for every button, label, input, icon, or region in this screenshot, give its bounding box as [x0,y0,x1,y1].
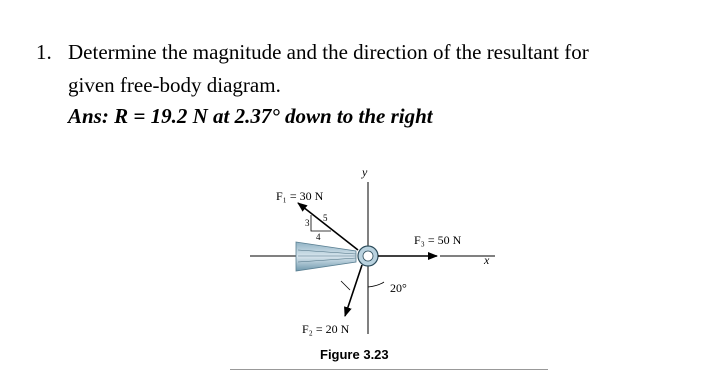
caption-rule [230,369,548,370]
f1-slope-triangle [311,215,331,231]
angle-tick [341,281,350,290]
slope-rise-label: 3 [305,218,310,228]
f3-label: F₃ = 50 N [414,233,462,247]
ring-inner [363,251,373,261]
f2-arrow [345,265,362,316]
question-line-2: given free-body diagram. [68,73,281,97]
question-text-1: Determine the magnitude and the direction of the resultant for [68,40,589,64]
slope-hypotenuse-label: 5 [323,213,328,223]
question-number: 1. [36,40,52,64]
f2-label: F₂ = 20 N [302,322,350,336]
x-axis-label: x [484,253,490,267]
answer-line: Ans: R = 19.2 N at 2.37° down to the right [68,104,433,128]
f1-label: F₁ = 30 N [276,189,324,203]
angle-label: 20° [390,281,407,295]
slope-run-label: 4 [316,232,321,242]
y-axis-label: y [362,165,368,179]
figure-caption: Figure 3.23 [320,347,389,362]
angle-arc [368,282,384,287]
strap-band [296,242,356,271]
